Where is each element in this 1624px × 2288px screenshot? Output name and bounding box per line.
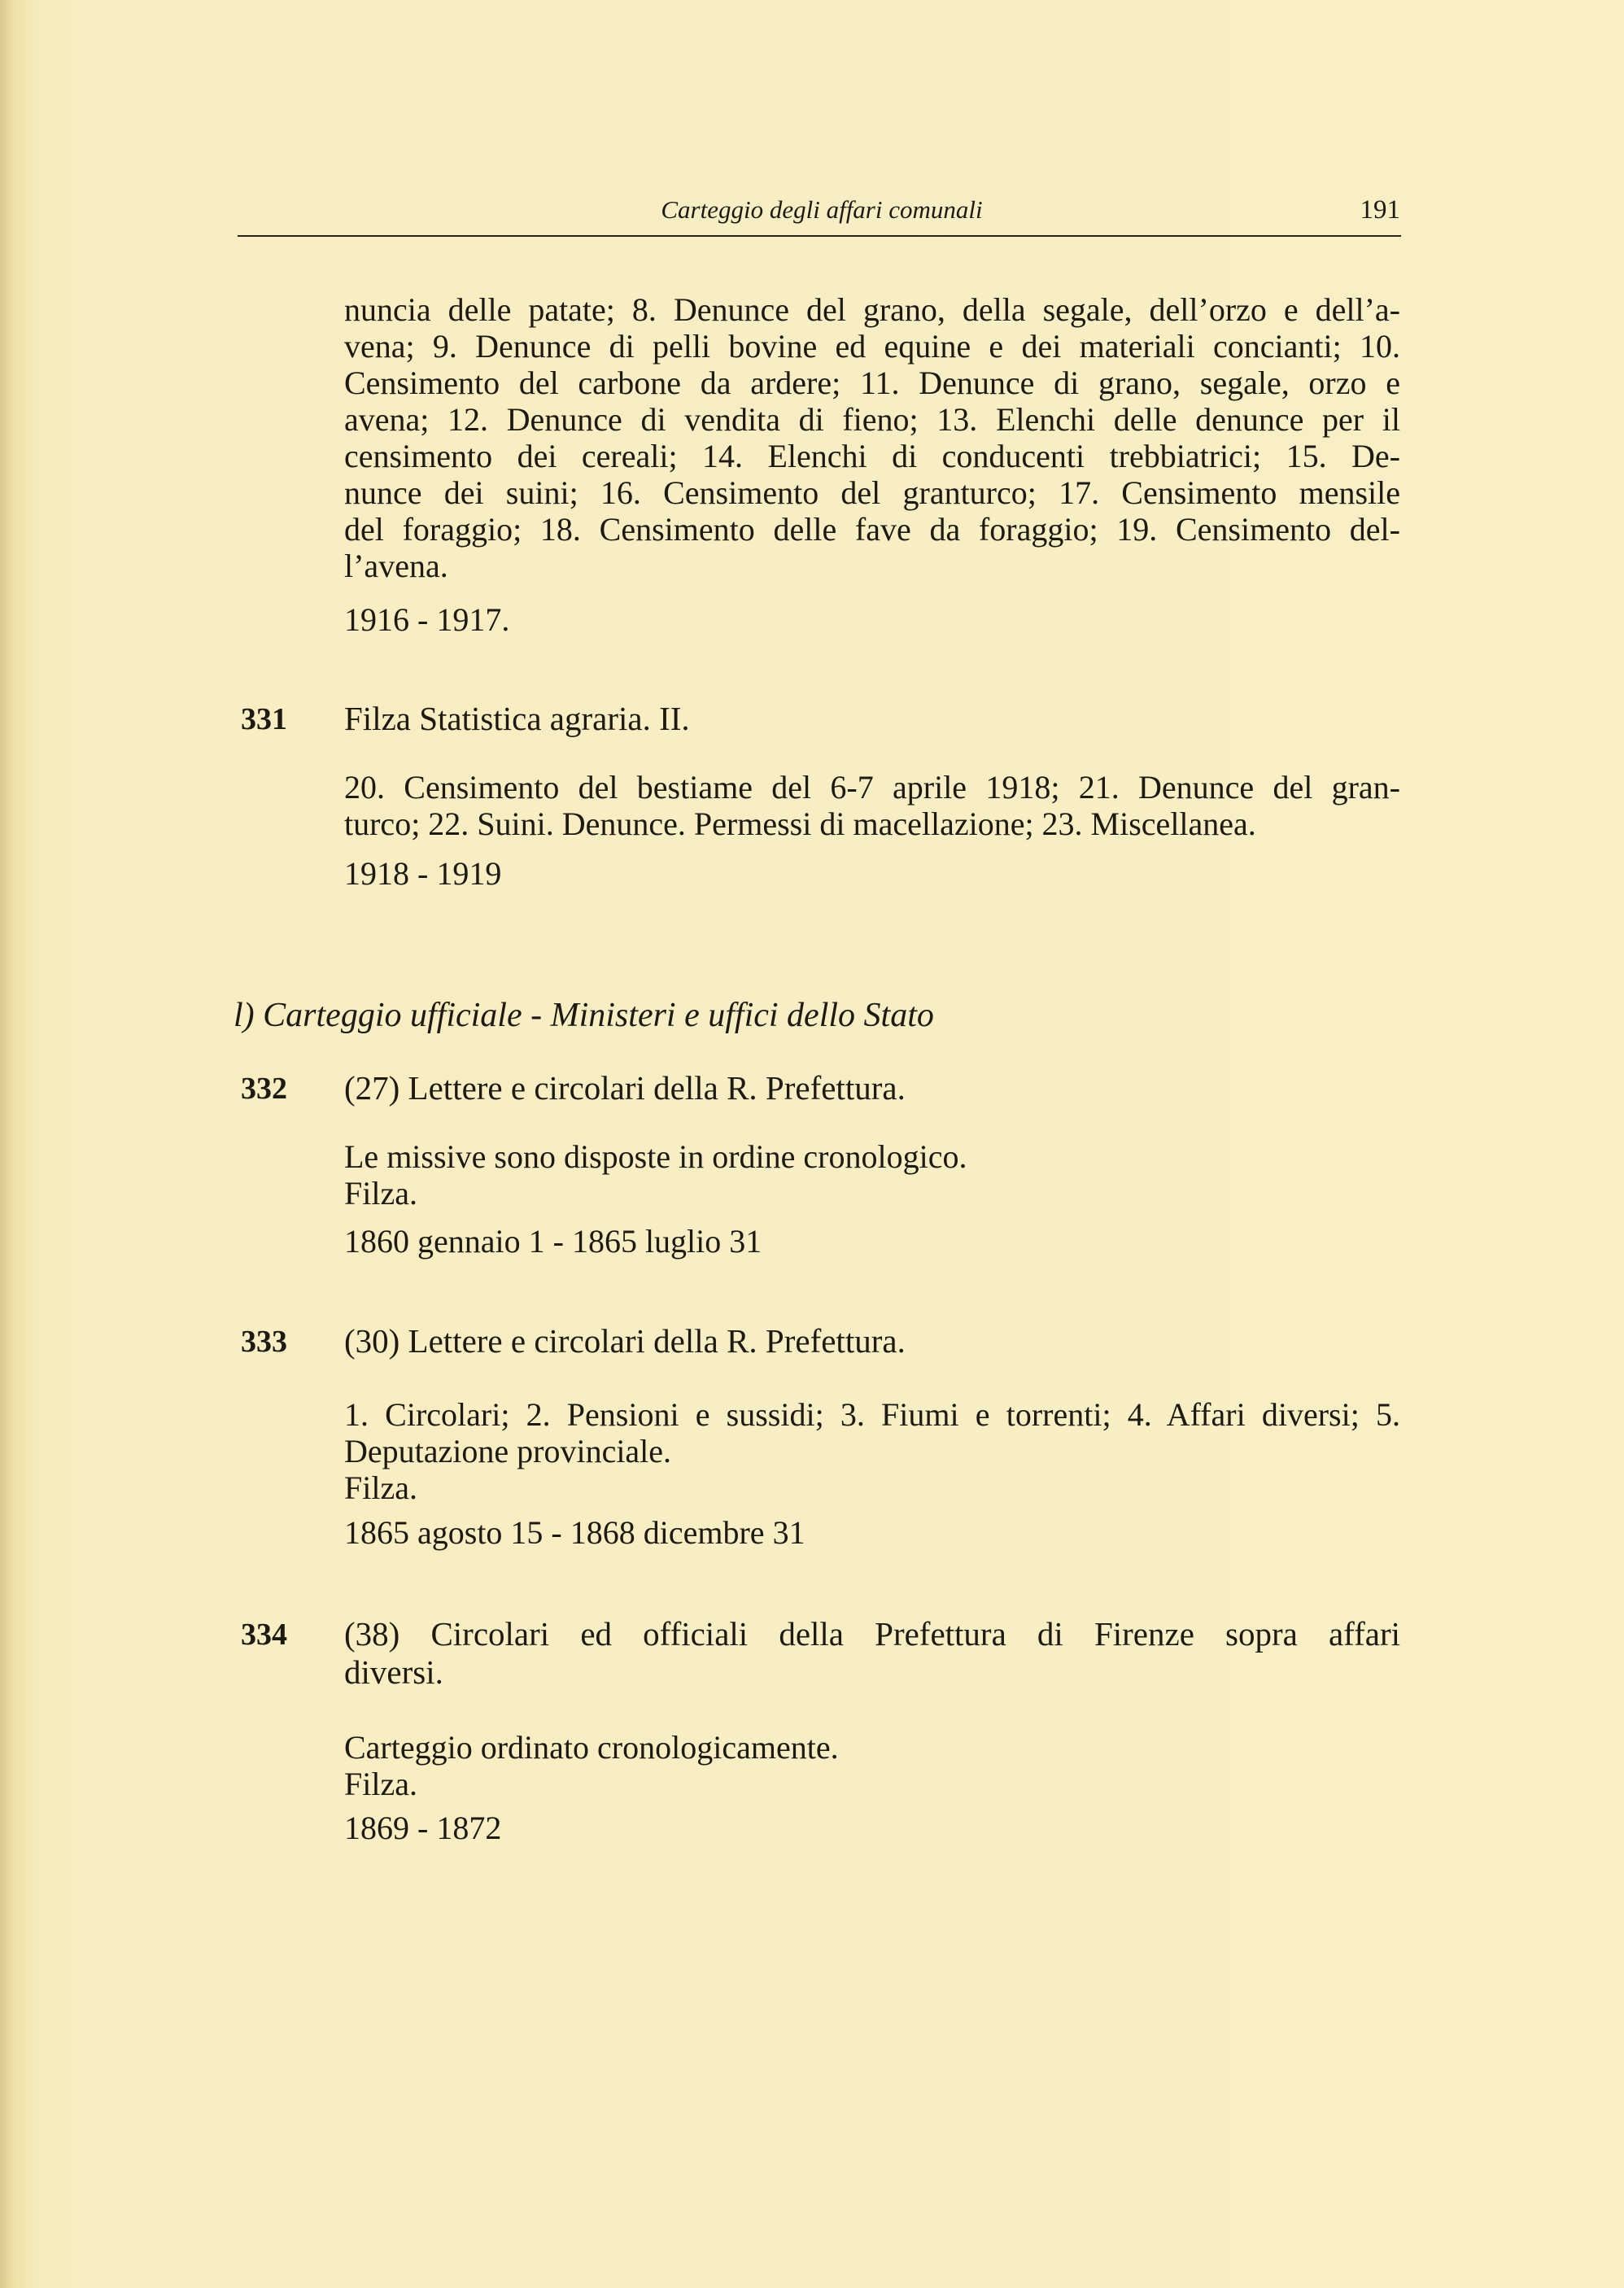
page-number: 191 [1360, 195, 1400, 225]
entry-description [344, 1138, 1400, 1212]
entry-number: 331 [241, 702, 287, 736]
text-line: (38) Circolari ed officiali della Prefettura di Firenze sopra affari [344, 1615, 1400, 1653]
text-line: Censimento del carbone da ardere; 11. Denunce di grano, segale, orzo e [344, 365, 1400, 401]
header-rule [238, 235, 1401, 237]
entry-title [344, 1615, 1400, 1692]
text-line: vena; 9. Denunce di pelli bovine ed equine e dei materiali concianti; 10. [344, 328, 1400, 365]
text-line: del foraggio; 18. Censimento delle fave da foraggio; 19. Censimento del- [344, 511, 1400, 548]
section-heading: l) Carteggio ufficiale - Ministeri e uffici dello Stato [234, 997, 934, 1034]
text-line: 20. Censimento del bestiame del 6-7 aprile 1918; 21. Denunce del gran- [344, 769, 1400, 806]
entry-description [344, 769, 1400, 842]
text-line: Carteggio ordinato cronologicamente. [344, 1729, 839, 1766]
entry-number: 333 [241, 1325, 287, 1359]
text-line: nuncia delle patate; 8. Denunce del grano, della segale, dell’orzo e dell’a- [344, 291, 1400, 328]
text-line: Filza. [344, 1469, 417, 1506]
running-header-title: Carteggio degli affari comunali [661, 195, 983, 224]
text-line: nunce dei suini; 16. Censimento del granturco; 17. Censimento mensile [344, 474, 1400, 511]
entry-title: (30) Lettere e circolari della R. Prefettura. [344, 1322, 906, 1360]
entry-description [344, 1729, 1400, 1802]
entry-title: (27) Lettere e circolari della R. Prefettura. [344, 1069, 906, 1107]
entry-date: 1869 - 1872 [344, 1810, 502, 1846]
text-line: Filza. [344, 1175, 417, 1212]
text-line: Filza. [344, 1766, 417, 1802]
entry-number: 332 [241, 1072, 287, 1106]
entry-date: 1918 - 1919 [344, 855, 502, 892]
entry-date: 1865 agosto 15 - 1868 dicembre 31 [344, 1514, 805, 1551]
text-line: censimento dei cereali; 14. Elenchi di conducenti trebbiatrici; 15. De- [344, 438, 1400, 474]
text-line: l’avena. [344, 548, 448, 584]
continuation-description [344, 291, 1400, 584]
text-line: Deputazione provinciale. [344, 1433, 672, 1469]
text-line: 1. Circolari; 2. Pensioni e sussidi; 3. Fiumi e torrenti; 4. Affari diversi; 5. [344, 1396, 1400, 1433]
entry-number: 334 [241, 1618, 287, 1652]
text-line: Le missive sono disposte in ordine cronologico. [344, 1138, 967, 1175]
text-line: avena; 12. Denunce di vendita di fieno; 13. Elenchi delle denunce per il [344, 401, 1400, 438]
text-line: turco; 22. Suini. Denunce. Permessi di macellazione; 23. Miscellanea. [344, 806, 1256, 842]
entry-description [344, 1396, 1400, 1506]
entry-date: 1860 gennaio 1 - 1865 luglio 31 [344, 1223, 762, 1260]
continuation-date: 1916 - 1917. [344, 601, 510, 638]
entry-title: Filza Statistica agraria. II. [344, 700, 690, 737]
text-line: diversi. [344, 1653, 443, 1691]
